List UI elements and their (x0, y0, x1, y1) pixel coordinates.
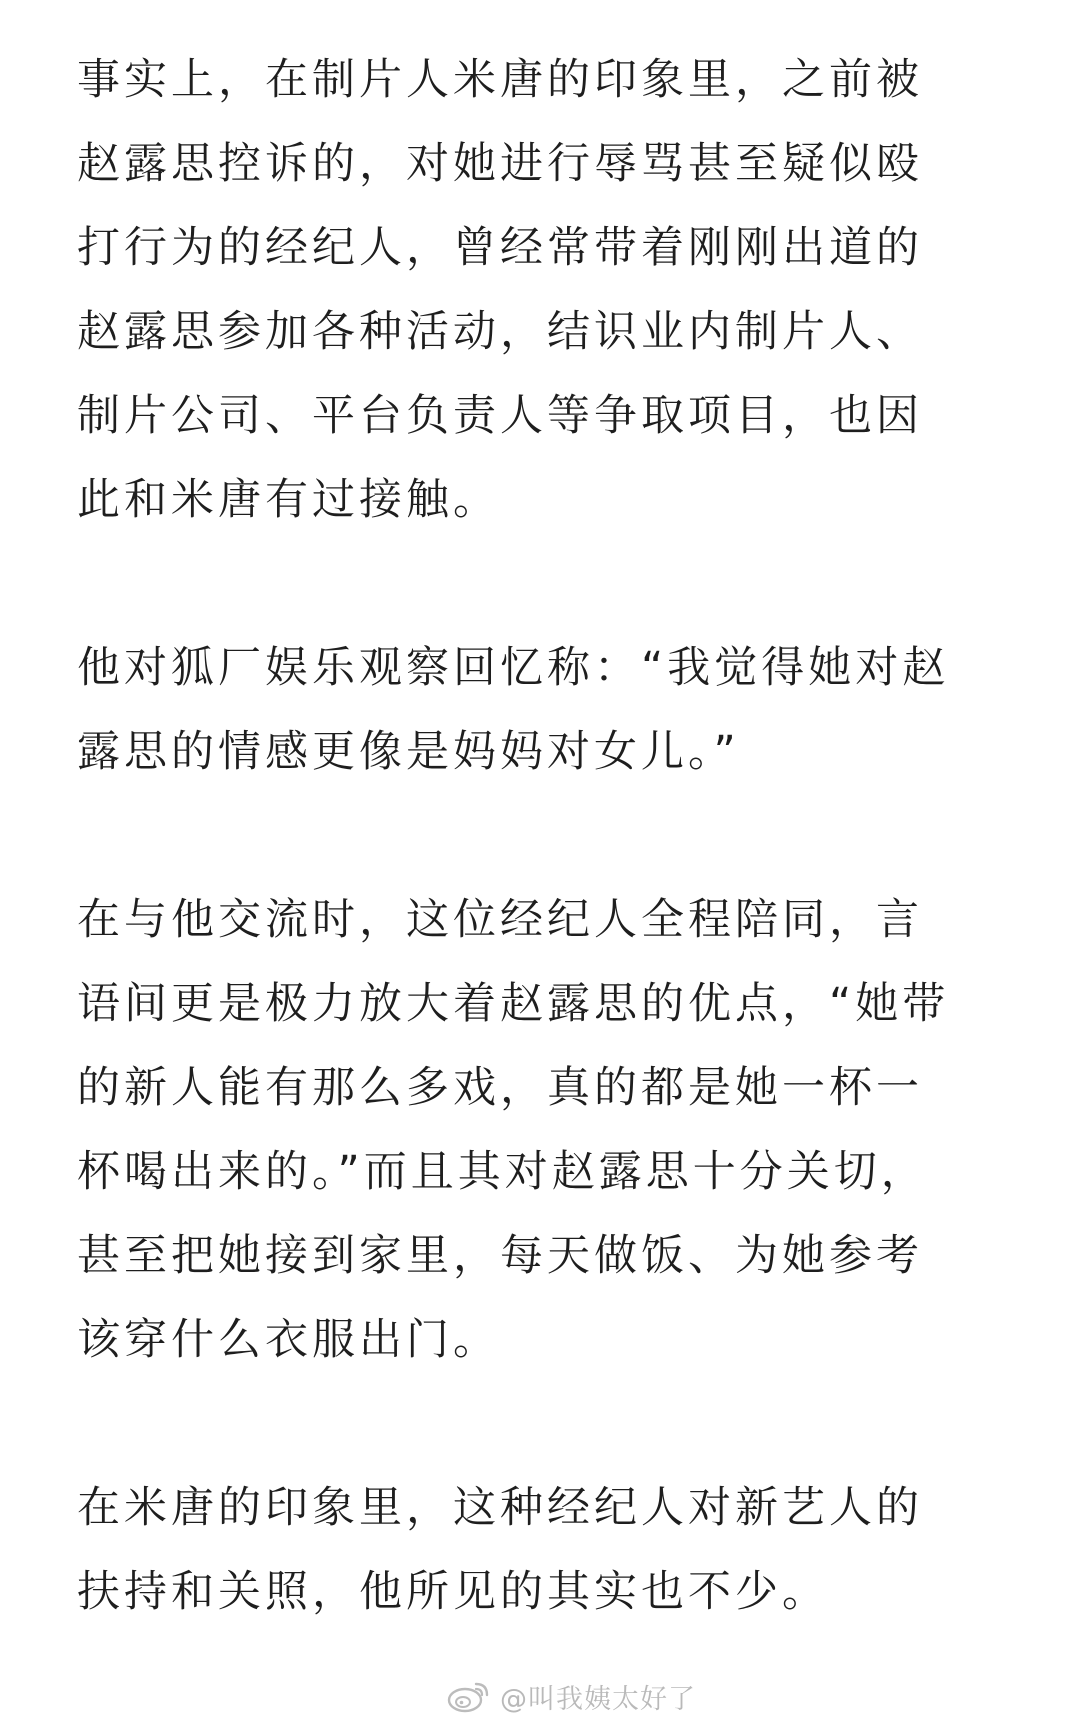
paragraph-line: 在米唐的印象里，这种经纪人对新艺人的 (77, 1483, 923, 1533)
paragraph-line: 杯喝出来的。”而且其对赵露思十分关切， (77, 1147, 928, 1197)
watermark-text: @叫我姨太好了 (500, 1683, 696, 1715)
watermark (446, 1678, 696, 1714)
paragraph-4 (77, 1466, 997, 1634)
paragraph-3 (77, 878, 997, 1382)
paragraph-line: 露思的情感更像是妈妈对女儿。” (77, 727, 740, 777)
paragraph-line: 在与他交流时，这位经纪人全程陪同，言 (77, 895, 923, 945)
paragraph-line: 赵露思参加各种活动，结识业内制片人、 (77, 307, 923, 357)
paragraph-line: 语间更是极力放大着赵露思的优点，“她带 (77, 979, 950, 1029)
paragraph-line: 的新人能有那么多戏，真的都是她一杯一 (77, 1063, 923, 1113)
paragraph-line: 制片公司、平台负责人等争取项目，也因 (77, 391, 923, 441)
paragraph-line: 事实上，在制片人米唐的印象里，之前被 (77, 55, 923, 105)
paragraph-line: 扶持和关照，他所见的其实也不少。 (77, 1567, 829, 1617)
paragraph-line: 此和米唐有过接触。 (77, 475, 500, 525)
paragraph-2 (77, 626, 997, 794)
paragraph-line: 赵露思控诉的，对她进行辱骂甚至疑似殴 (77, 139, 923, 189)
paragraph-1 (77, 38, 997, 542)
paragraph-line: 打行为的经纪人，曾经常带着刚刚出道的 (77, 223, 923, 273)
article-body (77, 38, 997, 1634)
paragraph-line: 甚至把她接到家里，每天做饭、为她参考 (77, 1231, 923, 1281)
paragraph-line: 该穿什么衣服出门。 (77, 1315, 500, 1365)
weibo-logo-icon (446, 1679, 492, 1713)
paragraph-line: 他对狐厂娱乐观察回忆称：“我觉得她对赵 (77, 643, 950, 693)
